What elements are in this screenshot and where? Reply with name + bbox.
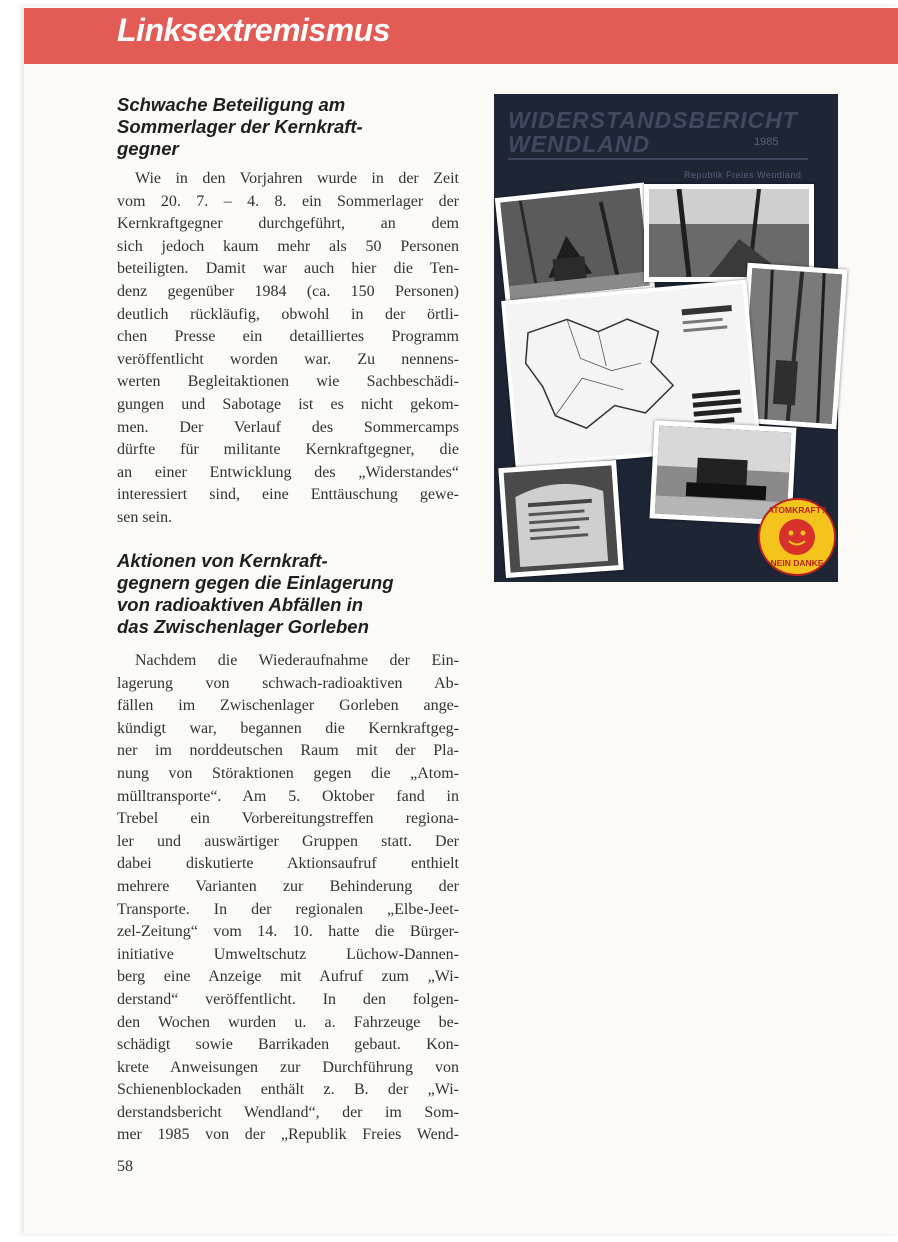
text-line: fällen im Zwischenlager Gorleben ange- [117,697,459,715]
text-line: Transporte. In der regionalen „Elbe-Jeet- [117,900,459,918]
cover-subtitle: Republik Freies Wendland [684,170,802,180]
memorial-photo-graphic [504,465,619,572]
text-line: sen sein. [117,508,173,526]
text-line: den Wochen wurden u. a. Fahrzeuge be- [117,1013,459,1031]
text-line: beteiligten. Damit war auch hier die Ten- [117,260,459,278]
text-line: Wie in den Vorjahren wurde in der Zeit [135,170,459,187]
page-number: 58 [117,1158,133,1175]
sticker-text-bottom: NEIN DANKE [770,558,824,568]
text-line: dabei diskutierte Aktionsaufruf enthielt [117,855,459,873]
text-line: Schienenblockaden enthält z. B. der „Wi- [117,1081,459,1099]
text-line: deutlich rückläufig, obwohl in der örtli- [117,305,459,323]
heading-line: Aktionen von Kernkraft- [117,550,328,571]
cover-title-line: WENDLAND [508,131,651,157]
heading-line: gegner [117,138,179,159]
trees-photo-graphic [649,189,809,277]
heading-line: Schwache Beteiligung am [117,94,346,115]
text-line: sich jedoch kaum mehr als 50 Personen [117,237,459,255]
sun-face-icon [779,519,815,555]
text-line: veröffentlicht worden war. Zu nennens- [117,350,459,368]
text-line: vom 20. 7. – 4. 8. ein Sommerlager der [117,192,459,210]
text-line: schädigt sowie Barrikaden gebaut. Kon- [117,1036,459,1054]
sticker-text-top: ATOMKRAFT? [767,505,827,515]
text-line: mülltransporte“. Am 5. Oktober fand in [117,787,459,805]
atomkraft-nein-danke-sticker [758,498,836,576]
brochure-cover-image [494,94,838,582]
cover-divider [508,158,808,160]
house-photo-graphic [500,188,649,300]
text-line: Kernkraftgegner durchgeführt, an dem [117,215,459,233]
text-line: Trebel ein Vorbereitungstreffen regiona- [117,810,459,828]
text-line: zel-Zeitung“ vom 14. 10. hatte die Bürger- [117,923,459,941]
text-line: interessiert sind, eine Enttäuschung gewe- [117,486,459,504]
text-line: mehrere Varianten zur Behinderung der [117,877,459,895]
text-line: krete Anweisungen zur Durchführung von [117,1058,459,1076]
page-title: Linksextremismus [117,12,391,48]
article2-heading [117,550,477,638]
heading-line: von radioaktiven Abfällen in [117,594,364,615]
heading-line: gegnern gegen die Einlagerung [117,572,394,593]
text-line: ler und auswärtiger Gruppen statt. Der [117,832,459,850]
photo-house [495,182,655,305]
text-line: an einer Entwicklung des „Widerstandes“ [117,463,459,481]
cover-title-line: WIDERSTANDSBERICHT [508,107,798,133]
text-line: chen Presse ein detailliertes Programm [117,328,459,346]
text-line: initiative Umweltschutz Lüchow-Dannen- [117,945,459,963]
text-line: dürfte für militante Kernkraftgegner, die [117,441,459,459]
cover-title [508,108,830,156]
text-line: kündigt war, begannen die Kernkraftgeg- [117,719,459,737]
text-line: werten Begleitaktionen wie Sachbeschädi- [117,373,459,391]
text-line: mer 1985 von der „Republik Freies Wend- [117,1126,459,1144]
text-line: nung von Störaktionen gegen die „Atom- [117,764,459,782]
heading-line: das Zwischenlager Gorleben [117,616,369,637]
text-line: gungen und Sabotage ist es nicht gekom- [117,395,459,413]
text-line: derstandsbericht Wendland“, der im Som- [117,1103,459,1121]
text-line: denz gegenüber 1984 (ca. 150 Personen) [117,282,459,300]
text-line: men. Der Verlauf des Sommercamps [117,418,459,436]
forest-photo-graphic [742,268,842,424]
text-line: berg eine Anzeige mit Aufruf zum „Wi- [117,968,459,986]
heading-line: Sommerlager der Kernkraft- [117,116,363,137]
photo-memorial-stone [498,460,623,578]
cover-year: 1985 [754,136,779,148]
text-line: Nachdem die Wiederaufnahme der Ein- [135,652,459,669]
smiling-sun-icon [779,519,815,555]
article1-heading [117,94,477,160]
text-line: lagerung von schwach-radioaktiven Ab- [117,674,459,692]
article1-body [117,168,459,530]
article2-body [117,650,459,1147]
text-line: derstand“ veröffentlicht. In den folgen- [117,990,459,1008]
text-line: ner im norddeutschen Raum mit der Pla- [117,742,459,760]
